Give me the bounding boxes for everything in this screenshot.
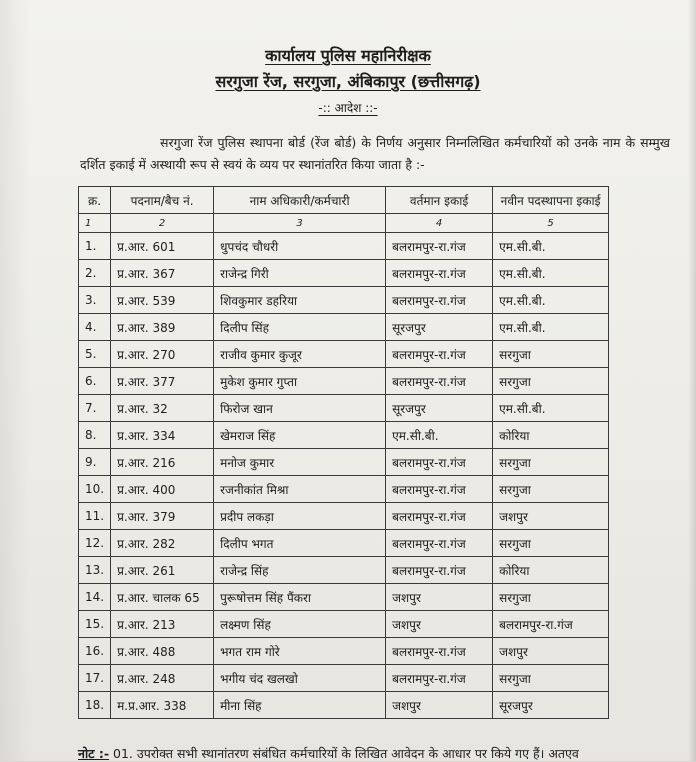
table-row bbox=[79, 611, 609, 638]
name-cell: रजनीकांत मिश्रा bbox=[214, 476, 386, 503]
current-unit-cell: जशपुर bbox=[386, 611, 493, 638]
designation-cell: प्र.आर. 379 bbox=[111, 503, 214, 530]
designation-cell: प्र.आर. 377 bbox=[111, 368, 214, 395]
name-cell: दिलीप सिंह bbox=[214, 314, 386, 341]
header-name: नाम अधिकारी/कर्मचारी bbox=[214, 187, 386, 214]
header-new-unit: नवीन पदस्थापना इकाई bbox=[493, 187, 609, 214]
serial-cell: 6. bbox=[79, 368, 111, 395]
column-number: 1 bbox=[79, 214, 111, 233]
current-unit-cell: एम.सी.बी. bbox=[386, 422, 493, 449]
current-unit-cell: बलरामपुर-रा.गंज bbox=[386, 665, 493, 692]
new-unit-cell: एम.सी.बी. bbox=[493, 233, 609, 260]
serial-cell: 8. bbox=[79, 422, 111, 449]
designation-cell: प्र.आर. 282 bbox=[111, 530, 214, 557]
table-row bbox=[79, 368, 609, 395]
name-cell: पुरूषोत्तम सिंह पैंकरा bbox=[214, 584, 386, 611]
serial-cell: 7. bbox=[79, 395, 111, 422]
designation-cell: प्र.आर. 389 bbox=[111, 314, 214, 341]
current-unit-cell: सूरजपुर bbox=[386, 314, 493, 341]
column-number: 3 bbox=[214, 214, 386, 233]
name-cell: खेमराज सिंह bbox=[214, 422, 386, 449]
header-designation: पदनाम/बैच नं. bbox=[111, 187, 214, 214]
designation-cell: प्र.आर. 32 bbox=[111, 395, 214, 422]
current-unit-cell: बलरामपुर-रा.गंज bbox=[386, 368, 493, 395]
current-unit-cell: बलरामपुर-रा.गंज bbox=[386, 260, 493, 287]
range-title: सरगुजा रेंज, सरगुजा, अंबिकापुर (छत्तीसगढ़) bbox=[215, 72, 481, 91]
serial-cell: 14. bbox=[79, 584, 111, 611]
table-row bbox=[79, 260, 609, 287]
serial-cell: 18. bbox=[79, 692, 111, 719]
serial-cell: 1. bbox=[79, 233, 111, 260]
name-cell: भगत राम गोरे bbox=[214, 638, 386, 665]
name-cell: राजीव कुमार कुजूर bbox=[214, 341, 386, 368]
serial-cell: 13. bbox=[79, 557, 111, 584]
designation-cell: प्र.आर. 216 bbox=[111, 449, 214, 476]
new-unit-cell: जशपुर bbox=[493, 503, 609, 530]
name-cell: मनोज कुमार bbox=[214, 449, 386, 476]
table-row bbox=[79, 233, 609, 260]
new-unit-cell: बलरामपुर-रा.गंज bbox=[493, 611, 609, 638]
table-row bbox=[79, 584, 609, 611]
header-serial: क्र. bbox=[79, 187, 111, 214]
table-row bbox=[79, 503, 609, 530]
name-cell: फिरोज खान bbox=[214, 395, 386, 422]
name-cell: भगीय चंद खलखो bbox=[214, 665, 386, 692]
current-unit-cell: बलरामपुर-रा.गंज bbox=[386, 341, 493, 368]
table-row bbox=[79, 341, 609, 368]
current-unit-cell: बलरामपुर-रा.गंज bbox=[386, 638, 493, 665]
designation-cell: प्र.आर. 334 bbox=[111, 422, 214, 449]
new-unit-cell: एम.सी.बी. bbox=[493, 314, 609, 341]
column-number: 4 bbox=[386, 214, 493, 233]
column-number: 5 bbox=[493, 214, 609, 233]
name-cell: शिवकुमार डहरिया bbox=[214, 287, 386, 314]
table-row bbox=[79, 314, 609, 341]
serial-cell: 17. bbox=[79, 665, 111, 692]
new-unit-cell: सूरजपुर bbox=[493, 692, 609, 719]
office-title: कार्यालय पुलिस महानिरीक्षक bbox=[265, 46, 431, 65]
serial-cell: 3. bbox=[79, 287, 111, 314]
table-row bbox=[79, 557, 609, 584]
serial-cell: 15. bbox=[79, 611, 111, 638]
table-row bbox=[79, 395, 609, 422]
intro-paragraph: सरगुजा रेंज पुलिस स्थापना बोर्ड (रेंज बोर्ड) के निर्णय अनुसार निम्नलिखित कर्मचारियों को उनके नाम के सम्मुख दर्शित इकाई में अस्थायी रूप से स्वयं के व्यय पर स्थानांतरित किया जाता है :- bbox=[80, 135, 670, 172]
new-unit-cell: सरगुजा bbox=[493, 530, 609, 557]
orders-heading: -:: आदेश ::- bbox=[318, 101, 378, 115]
designation-cell: प्र.आर. 261 bbox=[111, 557, 214, 584]
note-label: नोट :- bbox=[78, 746, 110, 761]
table-row bbox=[79, 665, 609, 692]
table-row bbox=[79, 449, 609, 476]
note-text: 01. उपरोक्त सभी स्थानांतरण संबंधित कर्मचारियों के लिखित आवेदन के आधार पर किये गए हैं। अतएव bbox=[113, 746, 579, 761]
serial-cell: 2. bbox=[79, 260, 111, 287]
current-unit-cell: बलरामपुर-रा.गंज bbox=[386, 530, 493, 557]
designation-cell: प्र.आर. 213 bbox=[111, 611, 214, 638]
header-current-unit: वर्तमान इकाई bbox=[386, 187, 493, 214]
new-unit-cell: एम.सी.बी. bbox=[493, 287, 609, 314]
note bbox=[78, 745, 688, 762]
table-row bbox=[79, 638, 609, 665]
designation-cell: प्र.आर. 601 bbox=[111, 233, 214, 260]
table-row bbox=[79, 422, 609, 449]
name-cell: मीना सिंह bbox=[214, 692, 386, 719]
name-cell: प्रदीप लकड़ा bbox=[214, 503, 386, 530]
name-cell: राजेन्द्र सिंह bbox=[214, 557, 386, 584]
table-row bbox=[79, 287, 609, 314]
designation-cell: प्र.आर. 400 bbox=[111, 476, 214, 503]
current-unit-cell: सूरजपुर bbox=[386, 395, 493, 422]
new-unit-cell: कोरिया bbox=[493, 422, 609, 449]
current-unit-cell: बलरामपुर-रा.गंज bbox=[386, 476, 493, 503]
current-unit-cell: जशपुर bbox=[386, 584, 493, 611]
table-header-row bbox=[79, 187, 609, 214]
designation-cell: प्र.आर. 539 bbox=[111, 287, 214, 314]
table-row bbox=[79, 476, 609, 503]
new-unit-cell: सरगुजा bbox=[493, 368, 609, 395]
current-unit-cell: जशपुर bbox=[386, 692, 493, 719]
name-cell: लक्ष्मण सिंह bbox=[214, 611, 386, 638]
new-unit-cell: सरगुजा bbox=[493, 449, 609, 476]
column-number-row bbox=[79, 214, 609, 233]
new-unit-cell: जशपुर bbox=[493, 638, 609, 665]
new-unit-cell: सरगुजा bbox=[493, 665, 609, 692]
new-unit-cell: सरगुजा bbox=[493, 584, 609, 611]
new-unit-cell: कोरिया bbox=[493, 557, 609, 584]
designation-cell: प्र.आर. चालक 65 bbox=[111, 584, 214, 611]
serial-cell: 9. bbox=[79, 449, 111, 476]
name-cell: मुकेश कुमार गुप्ता bbox=[214, 368, 386, 395]
name-cell: राजेन्द्र गिरी bbox=[214, 260, 386, 287]
serial-cell: 11. bbox=[79, 503, 111, 530]
table-body bbox=[79, 233, 609, 719]
new-unit-cell: एम.सी.बी. bbox=[493, 395, 609, 422]
transfer-table bbox=[78, 186, 609, 719]
serial-cell: 5. bbox=[79, 341, 111, 368]
serial-cell: 10. bbox=[79, 476, 111, 503]
designation-cell: प्र.आर. 248 bbox=[111, 665, 214, 692]
table-row bbox=[79, 530, 609, 557]
new-unit-cell: सरगुजा bbox=[493, 476, 609, 503]
current-unit-cell: बलरामपुर-रा.गंज bbox=[386, 233, 493, 260]
new-unit-cell: सरगुजा bbox=[493, 341, 609, 368]
column-number: 2 bbox=[111, 214, 214, 233]
designation-cell: प्र.आर. 270 bbox=[111, 341, 214, 368]
designation-cell: म.प्र.आर. 338 bbox=[111, 692, 214, 719]
table-row bbox=[79, 692, 609, 719]
new-unit-cell: एम.सी.बी. bbox=[493, 260, 609, 287]
current-unit-cell: बलरामपुर-रा.गंज bbox=[386, 503, 493, 530]
serial-cell: 16. bbox=[79, 638, 111, 665]
designation-cell: प्र.आर. 367 bbox=[111, 260, 214, 287]
current-unit-cell: बलरामपुर-रा.गंज bbox=[386, 287, 493, 314]
serial-cell: 12. bbox=[79, 530, 111, 557]
serial-cell: 4. bbox=[79, 314, 111, 341]
designation-cell: प्र.आर. 488 bbox=[111, 638, 214, 665]
name-cell: दिलीप भगत bbox=[214, 530, 386, 557]
current-unit-cell: बलरामपुर-रा.गंज bbox=[386, 449, 493, 476]
current-unit-cell: बलरामपुर-रा.गंज bbox=[386, 557, 493, 584]
name-cell: धुपचंद चौधरी bbox=[214, 233, 386, 260]
